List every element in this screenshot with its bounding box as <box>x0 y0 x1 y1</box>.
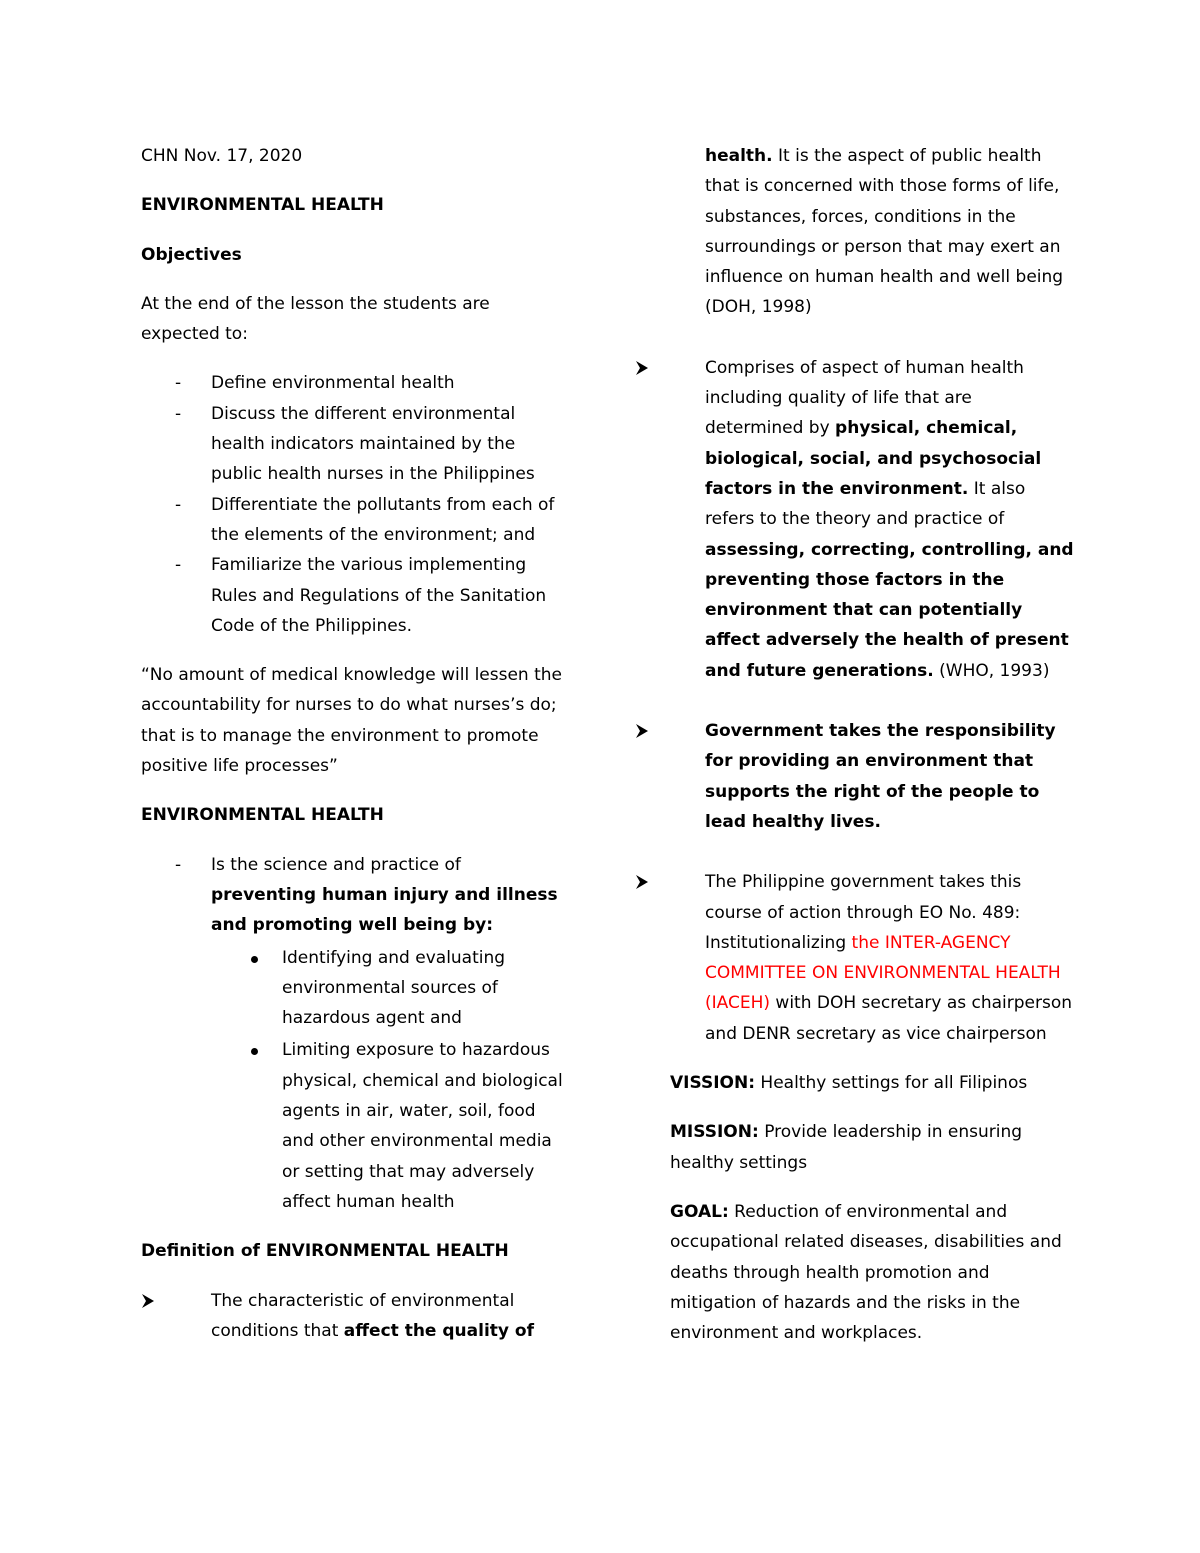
list-item: - Define environmental health <box>141 368 571 398</box>
dash-marker: - <box>175 403 182 424</box>
dash-marker: - <box>175 494 182 515</box>
objectives-list <box>141 368 571 641</box>
list-item: Identifying and evaluating environmental sources of hazardous agent and <box>141 943 571 1034</box>
vission-statement: VISSION: Healthy settings for all Filipinos <box>670 1073 1028 1094</box>
arrowhead-bullet-icon <box>635 724 649 738</box>
dash-marker: - <box>175 854 182 875</box>
dash-marker: - <box>175 373 182 394</box>
arrowhead-bullet-icon <box>141 1294 155 1308</box>
list-item: - Familiarize the various implementing Rules and Regulations of the Sanitation Code of the Philippines. <box>141 550 571 641</box>
objectives-heading: Objectives <box>141 244 242 265</box>
iaceh-highlight: the INTER-AGENCY COMMITTEE ON ENVIRONMENTAL HEALTH (IACEH) <box>705 932 1061 1014</box>
mission-statement: MISSION: Provide leadership in ensuring healthy settings <box>670 1122 1023 1173</box>
list-item: - Discuss the different environmental health indicators maintained by the public health nurses in the Philippines <box>141 399 571 490</box>
definition-list <box>141 1286 571 1347</box>
arrowhead-bullet-icon <box>635 875 649 889</box>
science-points <box>211 943 571 1218</box>
right-column <box>670 141 1075 1348</box>
list-item: health. It is the aspect of public health that is concerned with those forms of life, substances, forces, conditions in the surroundings or person that may exert an influence on human health and well being (DOH, 1998) <box>705 146 1064 318</box>
list-item: - Is the science and practice of preventing human injury and illness and promoting well being by: Identifying and evaluating environmental sources of hazardous agent and Limiting exposure to hazardous physical, chemical and biological agents in air, water, soil, food and other environmental media or setting that may adversely affect human health <box>141 850 571 1218</box>
definition-heading: Definition of ENVIRONMENTAL HEALTH <box>141 1241 509 1262</box>
date-line: CHN Nov. 17, 2020 <box>141 146 303 166</box>
arrowhead-bullet-icon <box>635 361 649 375</box>
document-title: ENVIRONMENTAL HEALTH <box>141 195 384 216</box>
science-list <box>141 850 571 1218</box>
list-item: Comprises of aspect of human health including quality of life that are determined by physical, chemical, biological, social, and psychosocial factors in the environment. It also refers to the theory and practice of assessing, correcting, controlling, and preventing those factors in the environment that can potentially affect adversely the health of present and future generations. (WHO, 1993) <box>635 353 1075 686</box>
round-bullet-icon <box>251 1048 258 1055</box>
list-item: Limiting exposure to hazardous physical, chemical and biological agents in air, water, soil, food and other environmental media or setting that may adversely affect human health <box>141 1035 571 1217</box>
goal-statement: GOAL: Reduction of environmental and occupational related diseases, disabilities and deaths through health promotion and mitigation of hazards and the risks in the environment and workplaces. <box>670 1201 1062 1344</box>
list-item: Government takes the responsibility for providing an environment that supports the right of the people to lead healthy lives. <box>635 716 1075 837</box>
objectives-intro: At the end of the lesson the students are expected to: <box>141 293 490 345</box>
round-bullet-icon <box>251 956 258 963</box>
definition-list-continued <box>635 141 1075 1049</box>
list-item: The characteristic of environmental conditions that affect the quality of <box>141 1286 571 1347</box>
quote: “No amount of medical knowledge will lessen the accountability for nurses to do what nurses’s do; that is to manage the environment to promote positive life processes” <box>141 665 562 777</box>
list-item: The Philippine government takes this course of action through EO No. 489: Institutionalizing the INTER-AGENCY COMMITTEE ON ENVIRONMENTAL HEALTH (IACEH) with DOH secretary as chairperson and DENR secretary as vice chairperson <box>635 867 1075 1049</box>
list-item: - Differentiate the pollutants from each of the elements of the environment; and <box>141 490 571 551</box>
section-heading: ENVIRONMENTAL HEALTH <box>141 805 384 826</box>
left-column <box>141 141 571 1365</box>
dash-marker: - <box>175 555 182 576</box>
